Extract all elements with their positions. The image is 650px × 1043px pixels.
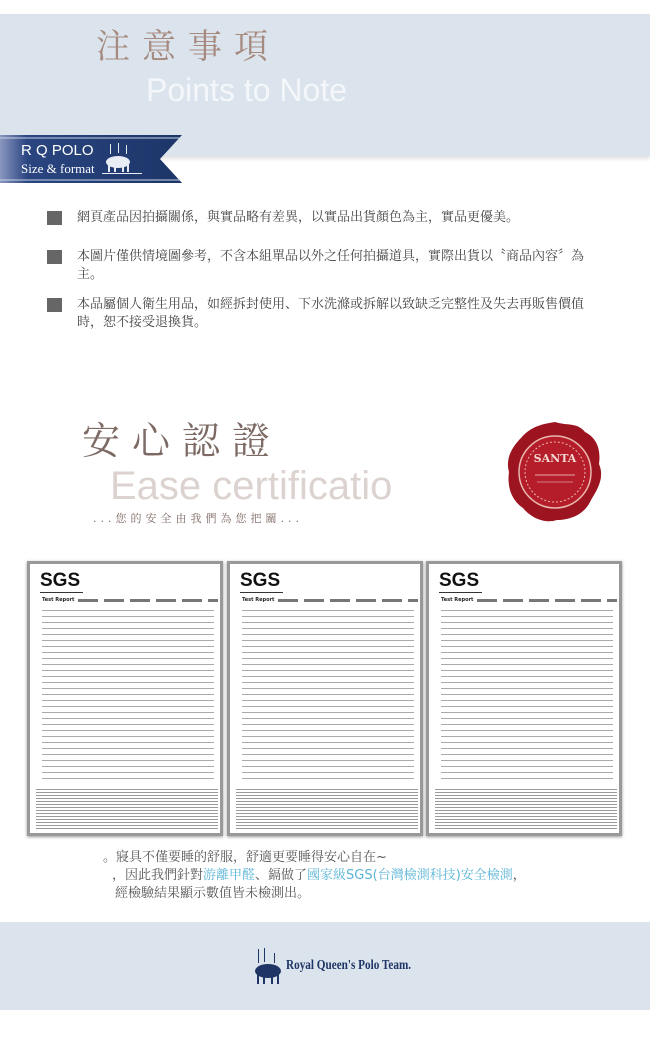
highlight-sgs: 國家級SGS(台灣檢測科技)安全檢測 bbox=[307, 868, 513, 883]
cert-text-line2: ，因此我們針對游離甲醛、鎘做了國家級SGS(台灣檢測科技)安全檢測， bbox=[112, 868, 526, 883]
sgs-report-3 bbox=[426, 561, 622, 836]
bullet-square-icon bbox=[47, 250, 62, 264]
polo-players-icon bbox=[100, 142, 145, 176]
ribbon-subtitle: Size & format bbox=[21, 161, 95, 176]
cert-text-line3: 經檢驗結果顯示數值皆未檢測出。 bbox=[115, 886, 311, 901]
cert-title-en: Ease certificatio bbox=[110, 464, 393, 508]
bullet-square-icon bbox=[47, 298, 62, 312]
sgs-logo: SGS bbox=[439, 570, 482, 593]
note-text: 本圖片僅供情境圖參考，不含本組單品以外之任何拍攝道具，實際出貨以〝商品內容〞為主。 bbox=[77, 249, 585, 282]
seal-text: SANTA bbox=[533, 452, 577, 465]
sgs-logo: SGS bbox=[40, 570, 83, 593]
bullet-square-icon bbox=[47, 211, 62, 225]
note-item bbox=[47, 296, 587, 332]
ribbon-brand: R Q POLO bbox=[21, 142, 94, 159]
note-item bbox=[47, 248, 587, 284]
note-item bbox=[47, 209, 587, 227]
wax-seal-icon bbox=[505, 420, 605, 526]
report-heading: Test Report bbox=[242, 597, 275, 603]
cert-title: 安心認證 bbox=[82, 419, 283, 463]
report-heading: Test Report bbox=[42, 597, 75, 603]
highlight-formaldehyde: 游離甲醛 bbox=[203, 868, 256, 883]
sgs-report-2 bbox=[227, 561, 423, 836]
brand-name: Royal Queen's Polo Team. bbox=[286, 958, 412, 973]
report-heading: Test Report bbox=[441, 597, 474, 603]
sgs-logo: SGS bbox=[240, 570, 283, 593]
sgs-report-1 bbox=[27, 561, 223, 836]
note-text: 網頁產品因拍攝關係，與實品略有差異，以實品出貨顏色為主，實品更優美。 bbox=[77, 210, 520, 225]
cert-subtitle: ...您的安全由我們為您把關... bbox=[93, 512, 303, 525]
polo-players-icon bbox=[252, 947, 284, 985]
cert-text-line1: 。寢具不僅要睡的舒服，舒適更要睡得安心自在~ bbox=[103, 850, 387, 865]
note-text: 本品屬個人衛生用品，如經拆封使用、下水洗滌或拆解以致缺乏完整性及失去再販售價值時，恕不接受退換貨。 bbox=[77, 297, 585, 330]
notes-title: 注意事項 bbox=[96, 27, 280, 67]
footer-brand bbox=[252, 947, 442, 985]
notes-title-en: Points to Note bbox=[146, 72, 347, 108]
